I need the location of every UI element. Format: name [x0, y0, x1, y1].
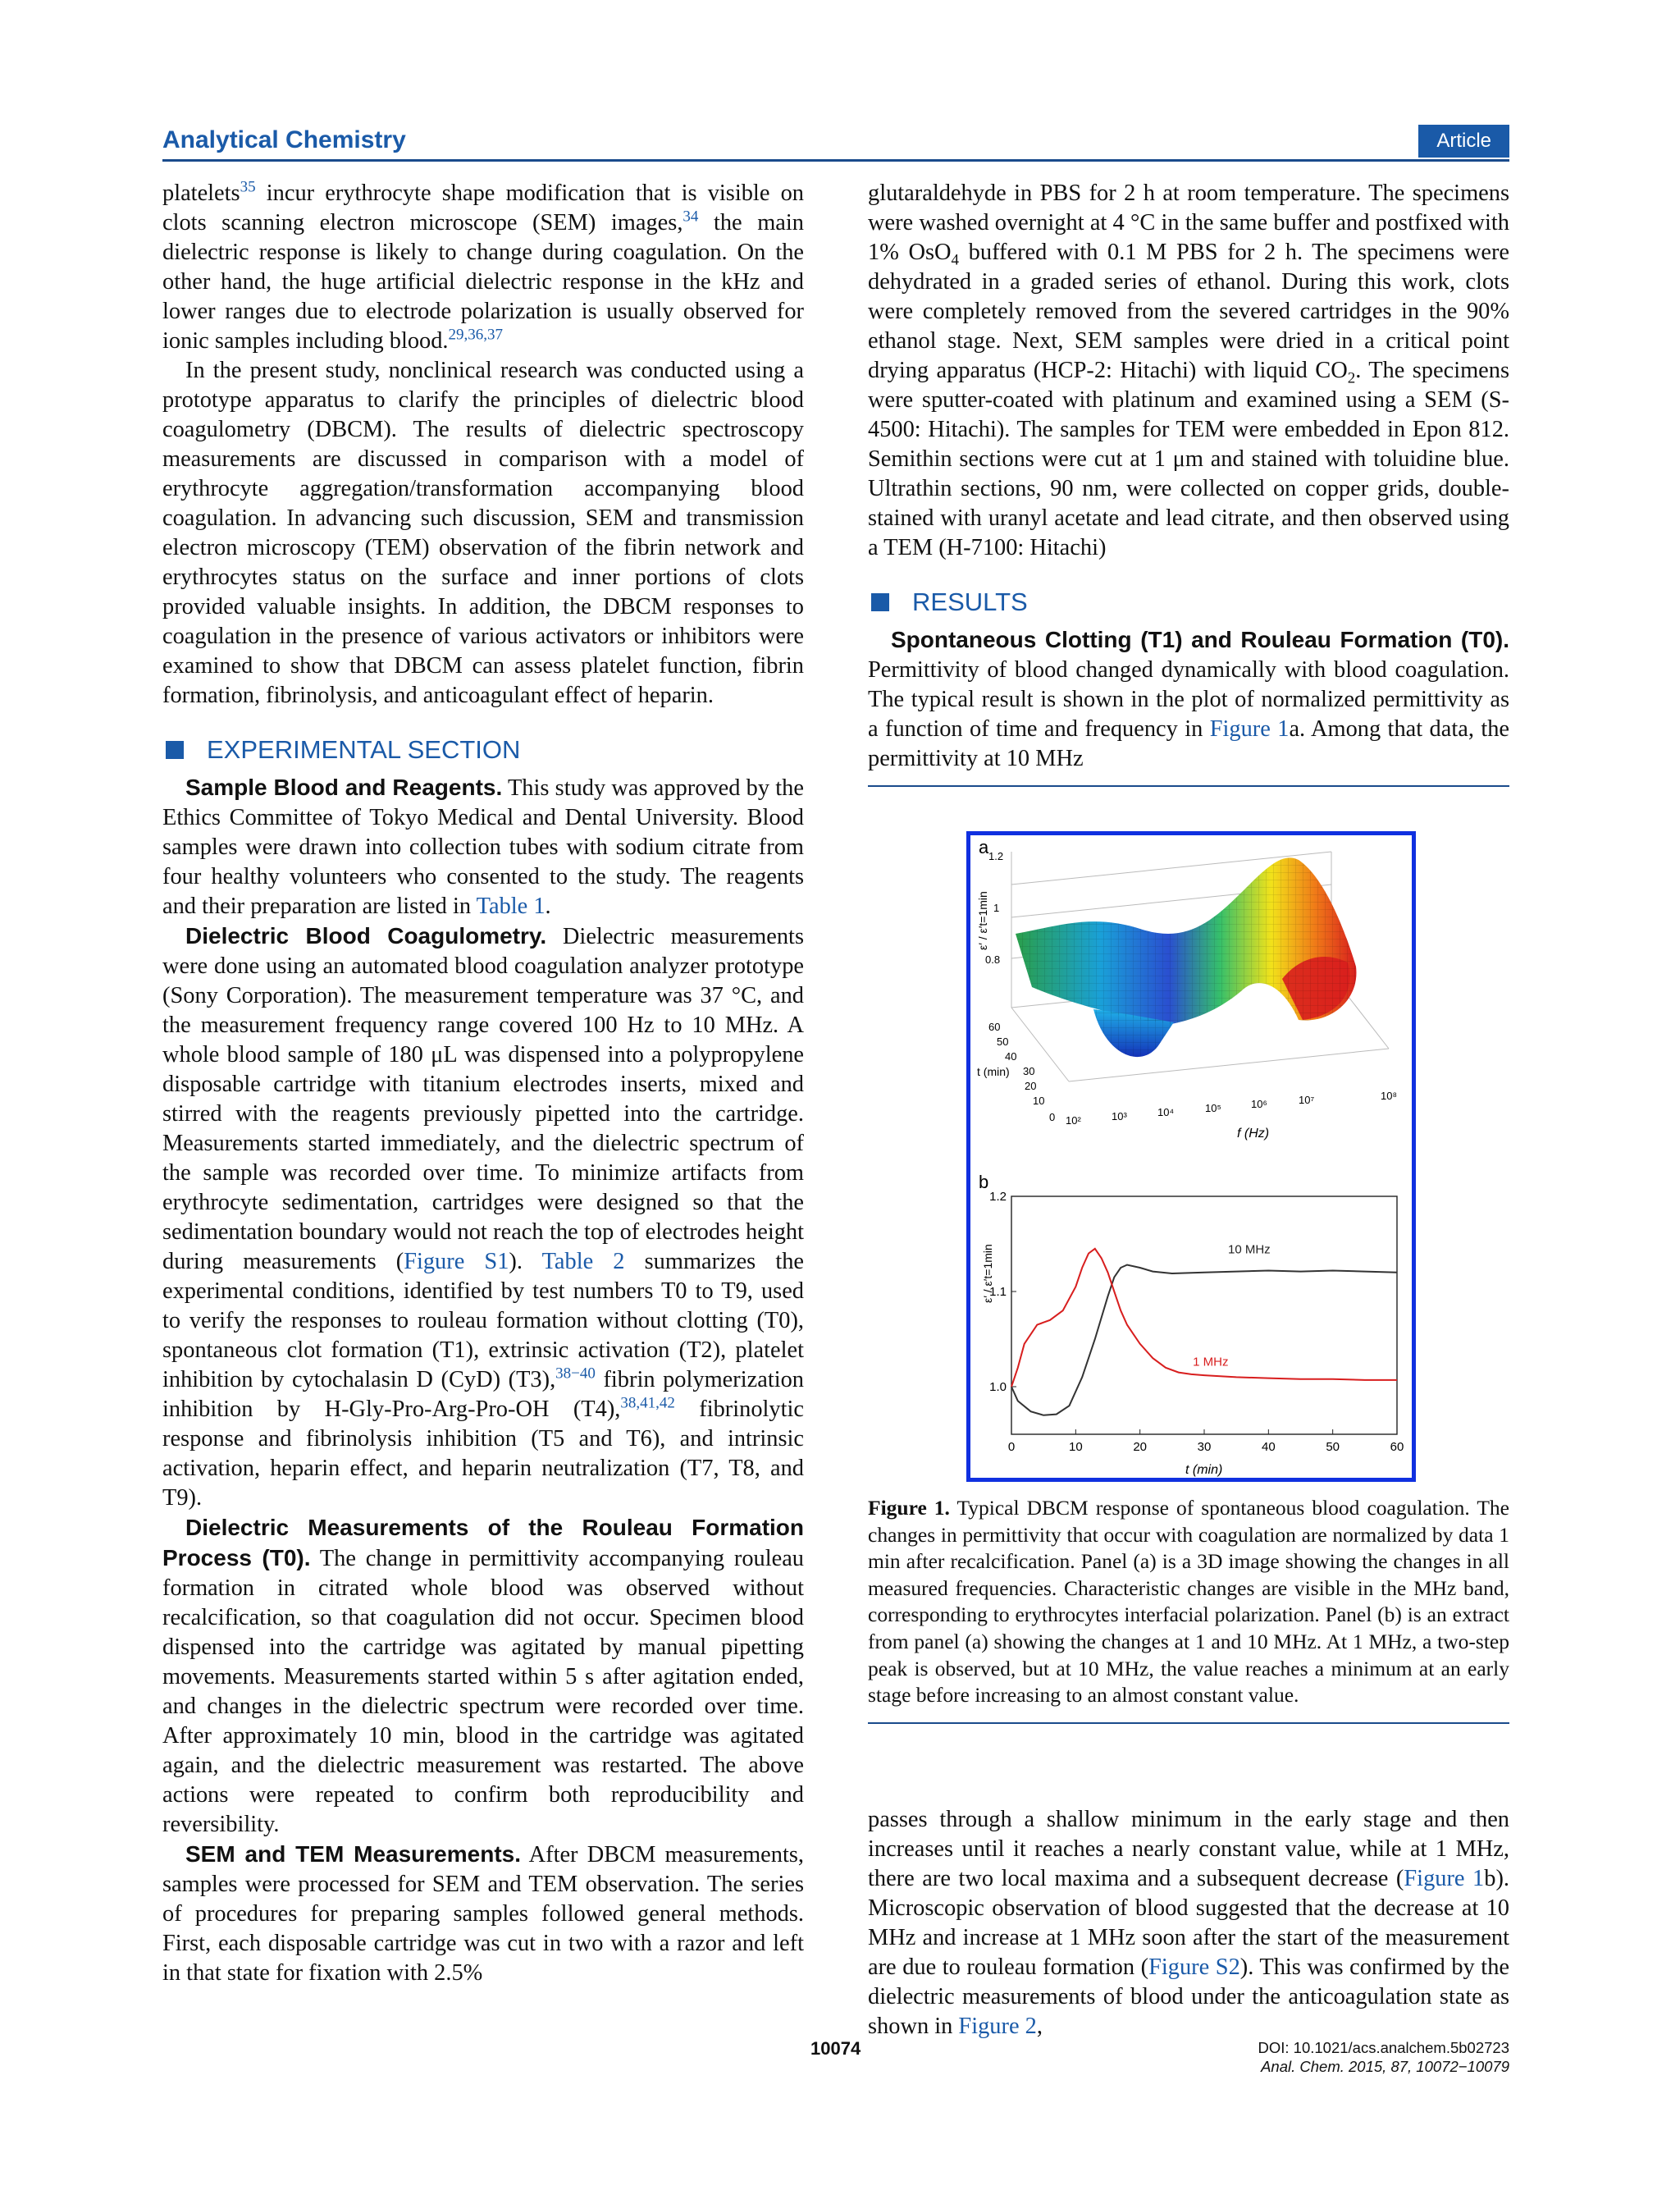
b-y-axis-label: ε′ / ε′t=1min	[981, 1244, 994, 1303]
panel-a-surface	[1016, 857, 1356, 1057]
reference-link[interactable]: 29,36,37	[448, 326, 504, 344]
figure-link[interactable]: Figure 1	[1209, 716, 1290, 742]
page-header	[162, 123, 1509, 162]
a-z-tick: 0.8	[985, 953, 1001, 966]
a-t-tick: 30	[1023, 1065, 1035, 1077]
y-tick-label: 1.0	[989, 1380, 1007, 1394]
section-square-icon	[871, 593, 889, 611]
figure-top-rule	[868, 785, 1509, 787]
article-badge: Article	[1418, 125, 1509, 158]
a-z-tick: 1.2	[988, 850, 1004, 862]
y-tick-label: 1.1	[989, 1285, 1007, 1299]
citation-text: Anal. Chem. 2015, 87, 10072−10079	[1261, 2058, 1509, 2075]
x-tick-label: 50	[1326, 1440, 1340, 1454]
panel-a-label: a	[979, 837, 989, 857]
a-f-tick: 10⁶	[1251, 1098, 1267, 1110]
a-z-tick: 1	[993, 902, 1000, 914]
reference-link[interactable]: 35	[240, 178, 256, 196]
paragraph-rouleau-measurement: Dielectric Measurements of the Rouleau Formation Process (T0). The change in permittivity accompanying rouleau formation in citrated whole blood was observed without recalcification, so that coagulation did not occur. Specimen blood dispensed into the cartridge was agitated by manual pipetting movements. Measurements started within 5 s after agitation ended, and changes in the dielectric spectrum were recorded over time. After approximately 10 min, blood in the cartridge was agitated again, and the dielectric measurement was restarted. The above actions were repeated to confirm both reproducibility and reversibility.	[162, 1515, 804, 1837]
table-link[interactable]: Table 1	[476, 894, 546, 919]
a-t-tick: 20	[1025, 1080, 1037, 1092]
reference-link[interactable]: 38,41,42	[620, 1394, 675, 1412]
section-square-icon	[166, 741, 184, 759]
panel-b-chart	[989, 1190, 1404, 1454]
runin-heading: SEM and TEM Measurements.	[185, 1841, 521, 1867]
a-f-tick: 10⁸	[1381, 1090, 1397, 1102]
figure-1-graphic	[970, 835, 1412, 1478]
section-heading-experimental: EXPERIMENTAL SECTION	[162, 735, 804, 765]
figure-1	[966, 831, 1416, 1482]
a-z-axis-label: ε′ / ε′t=1min	[976, 891, 989, 950]
x-tick-label: 60	[1390, 1440, 1404, 1454]
x-tick-label: 30	[1197, 1440, 1212, 1454]
a-f-axis-label: f (Hz)	[1237, 1127, 1270, 1141]
plot-frame	[1011, 1196, 1397, 1434]
paragraph-spontaneous-clotting: Spontaneous Clotting (T1) and Rouleau Formation (T0). Permittivity of blood changed dynamically with blood coagulation. The typical result is shown in the plot of normalized permittivity as a function of time and frequency in Figure 1a. Among that data, the permittivity at 10 MHz	[868, 627, 1510, 771]
a-t-tick: 60	[988, 1021, 1001, 1033]
a-f-tick: 10³	[1112, 1110, 1127, 1122]
figure-link[interactable]: Figure 1	[1404, 1866, 1485, 1891]
b-x-axis-label: t (min)	[1185, 1463, 1223, 1477]
paragraph-sample-blood: Sample Blood and Reagents. This study was approved by the Ethics Committee of Tokyo Medical and Dental University. Blood samples were drawn into collection tubes with sodium citrate from four healthy volunteers who consented to the study. The reagents and their preparation are listed in Table 1.	[162, 775, 804, 919]
a-t-tick: 0	[1049, 1111, 1056, 1123]
a-t-tick: 10	[1033, 1095, 1045, 1107]
footer-citation	[1258, 2038, 1510, 2076]
figure-bottom-rule	[868, 1722, 1509, 1724]
left-column	[162, 179, 804, 1988]
paragraph-intro-end: platelets$^{35}$ incur erythrocyte shape modification that is visible on clots scanning electron microscope (SEM) images,$^{34}$ the main dielectric response is likely to change during coagulation. On the other hand, the huge artificial dielectric response in the kHz and lower ranges due to electrode polarization is usually observed for ionic samples including blood.$^{29,36,37}$	[162, 178, 804, 354]
reference-link[interactable]: 38−40	[555, 1365, 596, 1383]
doi-link[interactable]: DOI: 10.1021/acs.analchem.5b02723	[1258, 2039, 1509, 2056]
caption-label: Figure 1.	[868, 1496, 950, 1520]
series-label: 10 MHz	[1227, 1242, 1271, 1257]
series-line-10-mhz	[1011, 1265, 1397, 1415]
a-f-tick: 10⁷	[1299, 1094, 1315, 1106]
a-f-tick: 10⁵	[1205, 1102, 1221, 1114]
panel-b-label: b	[979, 1172, 989, 1192]
journal-title[interactable]: Analytical Chemistry	[162, 126, 406, 153]
paragraph-fixation: glutaraldehyde in PBS for 2 h at room temperature. The specimens were washed overnight at 4 °C in the same buffer and postfixed with 1% OsO$_4$ buffered with 0.1 M PBS for 2 h. The specimens were dehydrated in a graded series of ethanol. During this work, clots were completely removed from the severed cartridges in the 90% ethanol stage. Next, SEM samples were dried in a critical point drying apparatus (HCP-2: Hitachi) with liquid $CO_2$. The specimens were sputter-coated with platinum and examined using a SEM (S-4500: Hitachi). The samples for TEM were embedded in Epon 812. Semithin sections were cut at 1 μm and stained with toluidine blue. Ultrathin sections, 90 nm, were collected on copper grids, double-stained with uranyl acetate and lead citrate, and then observed using a TEM (H-7100: Hitachi)	[868, 181, 1510, 560]
figure-link[interactable]: Figure S1	[404, 1249, 509, 1274]
a-f-tick: 10⁴	[1157, 1106, 1175, 1118]
figure-link[interactable]: Figure 2	[958, 2014, 1037, 2039]
series-label: 1 MHz	[1193, 1355, 1229, 1369]
y-tick-label: 1.2	[989, 1190, 1007, 1204]
right-column	[868, 179, 1509, 787]
x-tick-label: 0	[1007, 1440, 1016, 1454]
right-column-bottom	[868, 1805, 1509, 2041]
a-t-tick: 50	[997, 1035, 1009, 1048]
runin-heading: Dielectric Blood Coagulometry.	[185, 923, 547, 949]
figure-link[interactable]: Figure S2	[1148, 1954, 1240, 1980]
x-tick-label: 40	[1261, 1440, 1276, 1454]
figure-1-caption: Figure 1. Typical DBCM response of spontaneous blood coagulation. The changes in permittivity that occur with coagulation are normalized by data 1 min after recalcification. Panel (a) is a 3D image showing the changes in all measured frequencies. Characteristic changes are visible in the MHz band, corresponding to erythrocytes interfacial polarization. Panel (b) is an extract from panel (a) showing the changes at 1 and 10 MHz. At 1 MHz, a two-step peak is observed, but at 10 MHz, the value reaches a minimum at an early stage before increasing to an almost constant value.	[868, 1495, 1509, 1724]
runin-heading: Spontaneous Clotting (T1) and Rouleau Formation (T0).	[891, 627, 1509, 652]
a-t-axis-label: t (min)	[977, 1065, 1010, 1078]
paragraph-sem-tem: SEM and TEM Measurements. After DBCM measurements, samples were processed for SEM and TEM observation. The series of procedures for preparing samples followed general methods. First, each disposable cartridge was cut in two with a razor and left in that state for fixation with 2.5%	[162, 1841, 804, 1986]
x-tick-label: 10	[1068, 1440, 1083, 1454]
page-number: 10074	[810, 2038, 861, 2059]
section-heading-results: RESULTS	[868, 587, 1509, 617]
paragraph-rouleau-results: passes through a shallow minimum in the early stage and then increases until it reaches a nearly constant value, while at 1 MHz, there are two local maxima and a subsequent decrease (Figure 1b). Microscopic observation of blood suggested that the decrease at 10 MHz and increase at 1 MHz soon after the start of the measurement are due to rouleau formation (Figure S2). This was confirmed by the dielectric measurements of blood under the anticoagulation state as shown in Figure 2,	[868, 1807, 1509, 2039]
paragraph-present-study: In the present study, nonclinical research was conducted using a prototype apparatus to clarify the principles of dielectric blood coagulometry (DBCM). The results of dielectric spectroscopy measurements are discussed in comparison with a model of erythrocyte aggregation/transformation accompanying blood coagulation. In advancing such discussion, SEM and transmission electron microscopy (TEM) observation of the fibrin network and erythrocytes status on the surface and inner portions of clots provided valuable insights. In addition, the DBCM responses to coagulation in the presence of various activators or inhibitors were examined to show that DBCM can assess platelet function, fibrin formation, fibrinolysis, and anticoagulant effect of heparin.	[162, 358, 804, 708]
table-link[interactable]: Table 2	[541, 1249, 625, 1274]
runin-heading: Dielectric Measurements of the Rouleau Formation Process (T0).	[162, 1515, 804, 1570]
x-tick-label: 20	[1133, 1440, 1148, 1454]
a-t-tick: 40	[1005, 1050, 1017, 1063]
runin-heading: Sample Blood and Reagents.	[185, 775, 503, 800]
reference-link[interactable]: 34	[682, 208, 699, 226]
paragraph-coagulometry: Dielectric Blood Coagulometry. Dielectric measurements were done using an automated blood coagulation analyzer prototype (Sony Corporation). The measurement temperature was 37 °C, and the measurement frequency range covered 100 Hz to 10 MHz. A whole blood sample of 180 μL was dispensed into a polypropylene disposable cartridge with titanium electrodes inserts, mixed and stirred with the reagents previously pipetted into the cartridge. Measurements started immediately, and the dielectric spectrum of the sample was recorded over time. To minimize artifacts from erythrocyte sedimentation, cartridges were designed so that the sedimentation boundary would not reach the top of electrodes height during measurements (Figure S1). Table 2 summarizes the experimental conditions, identified by test numbers T0 to T9, used to verify the responses to rouleau formation without clotting (T0), spontaneous clot formation (T1), extrinsic activation (T2), platelet inhibition by cytochalasin D (CyD) (T3),$^{38-40}$ fibrin polymerization inhibition by H-Gly-Pro-Arg-Pro-OH (T4),$^{38,41,42}$ fibrinolytic response and fibrinolysis inhibition (T5 and T6), and intrinsic activation, heparin effect, and heparin neutralization (T7, T8, and T9).	[162, 923, 805, 1511]
a-f-tick: 10²	[1066, 1114, 1081, 1127]
